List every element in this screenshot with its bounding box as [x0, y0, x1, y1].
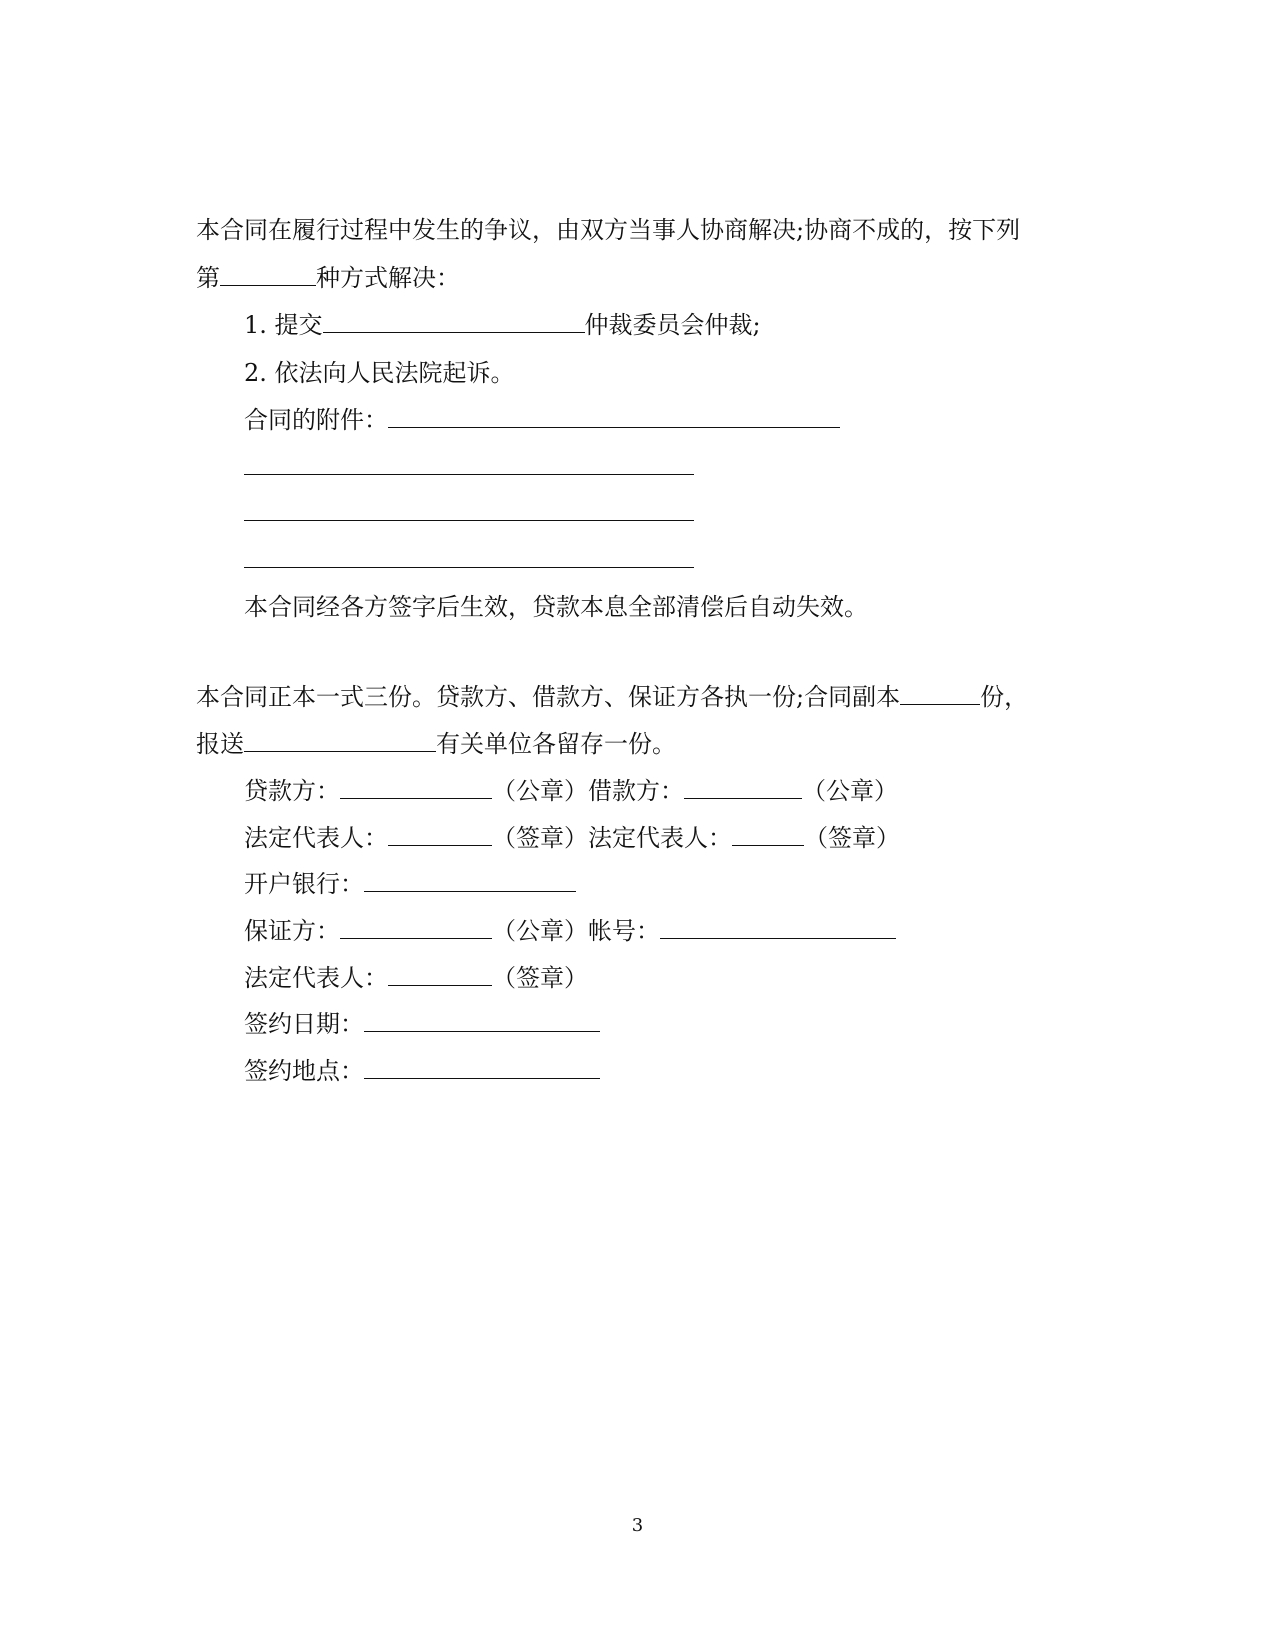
- text-di: 第: [196, 264, 220, 292]
- legal-rep-line: [244, 822, 900, 854]
- attachments-blank-line-2: [244, 451, 694, 483]
- option-court: 2. 依法向人民法院起诉。: [244, 359, 515, 387]
- bank-line: [244, 868, 576, 900]
- lender-legal-rep-label: 法定代表人：: [244, 824, 388, 852]
- guarantor-blank: [340, 916, 492, 939]
- option1-suffix: 仲裁委员会仲裁;: [584, 311, 761, 339]
- guarantor-seal: （公章）: [492, 917, 588, 945]
- copies-suffix: 份，: [980, 683, 1029, 711]
- submit-prefix: 报送: [196, 730, 244, 758]
- account-label: 帐号：: [588, 917, 660, 945]
- copies-text: 本合同正本一式三份。贷款方、借款方、保证方各执一份;合同副本: [196, 683, 901, 711]
- borrower-blank: [684, 776, 802, 799]
- bank-blank: [364, 869, 576, 892]
- lender-blank: [340, 776, 492, 799]
- attachments-blank-line-4: [244, 544, 694, 576]
- submit-suffix: 有关单位各留存一份。: [436, 730, 676, 758]
- lender-legal-rep-blank: [388, 823, 492, 846]
- sign-date-line: [244, 1008, 600, 1040]
- borrower-legal-rep-label: 法定代表人：: [588, 824, 732, 852]
- dispute-paragraph-line1: 本合同在履行过程中发生的争议，由双方当事人协商解决;协商不成的，按下列: [196, 216, 1021, 244]
- arbitration-committee-blank: [323, 310, 585, 333]
- guarantor-line: [244, 915, 896, 947]
- text-method: 种方式解决：: [316, 264, 460, 292]
- guarantor-legal-rep-line: [244, 962, 588, 994]
- borrower-seal: （公章）: [802, 777, 898, 805]
- page-number: 3: [631, 1515, 644, 1536]
- copies-count-blank: [900, 682, 980, 705]
- lender-seal: （公章）: [492, 777, 588, 805]
- bank-label: 开户银行：: [244, 870, 364, 898]
- blank-line: [244, 452, 694, 475]
- sign-date-label: 签约日期：: [244, 1010, 364, 1038]
- borrower-legal-rep-seal: （签章）: [804, 824, 900, 852]
- attachments-line: [244, 404, 840, 436]
- guarantor-legal-rep-label: 法定代表人：: [244, 964, 388, 992]
- blank-line: [244, 498, 694, 521]
- submit-to-blank: [244, 729, 436, 752]
- sign-date-blank: [364, 1009, 600, 1032]
- sign-place-line: [244, 1055, 600, 1087]
- lender-label: 贷款方：: [244, 777, 340, 805]
- account-blank: [660, 916, 896, 939]
- sign-place-label: 签约地点：: [244, 1057, 364, 1085]
- blank-line: [244, 545, 694, 568]
- effect-clause: 本合同经各方签字后生效，贷款本息全部清偿后自动失效。: [244, 593, 868, 621]
- lender-legal-rep-seal: （签章）: [492, 824, 588, 852]
- sign-place-blank: [364, 1056, 600, 1079]
- borrower-label: 借款方：: [588, 777, 684, 805]
- copies-paragraph-line1: [196, 681, 1028, 713]
- guarantor-legal-rep-seal: （签章）: [492, 964, 588, 992]
- lender-borrower-line: [244, 775, 898, 807]
- guarantor-label: 保证方：: [244, 917, 340, 945]
- option-arbitration: [244, 309, 761, 341]
- option1-prefix: 1. 提交: [244, 311, 323, 339]
- attachments-blank-line-3: [244, 497, 694, 529]
- dispute-paragraph-line2: [196, 262, 460, 294]
- attachments-label: 合同的附件：: [244, 406, 388, 434]
- copies-paragraph-line2: [196, 728, 676, 760]
- guarantor-legal-rep-blank: [388, 963, 492, 986]
- attachments-blank: [388, 405, 840, 428]
- borrower-legal-rep-blank: [732, 823, 804, 846]
- method-number-blank: [220, 263, 316, 286]
